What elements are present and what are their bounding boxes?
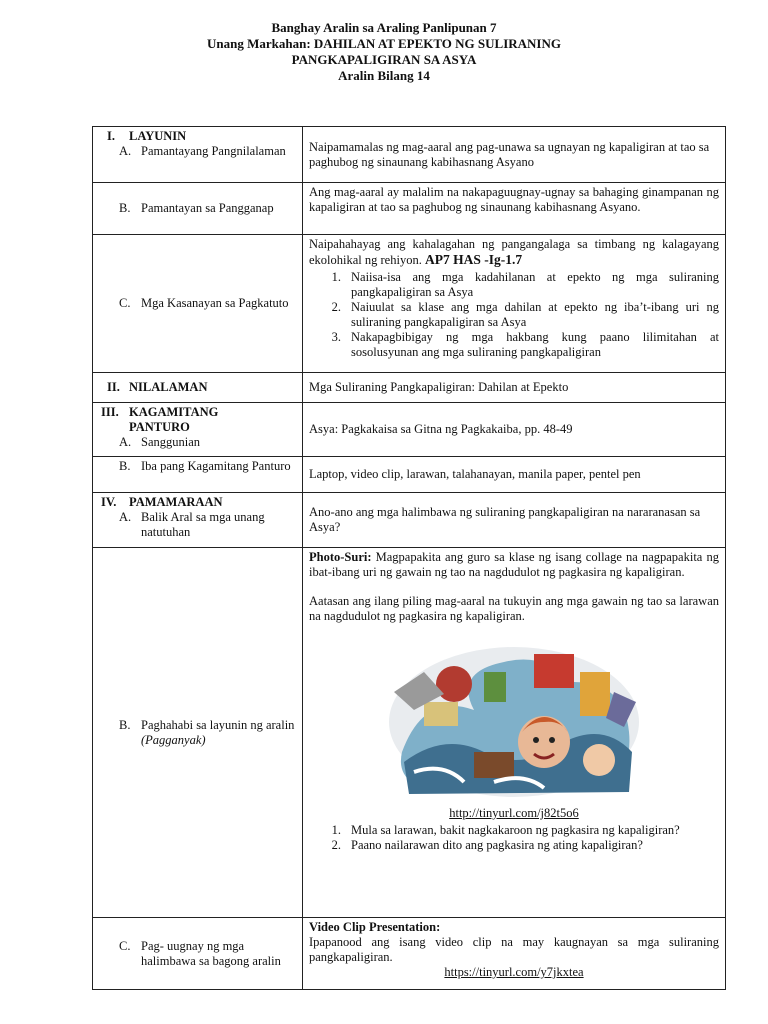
- row-content: Video Clip Presentation: Ipapanood ang isang video clip na may kaugnayan sa mga suliraning pangkapaligiran. https://tinyurl.com/y7jkxtea: [303, 918, 726, 990]
- list-item: 1. Mula sa larawan, bakit nagkakaroon ng pagkasira ng kapaligiran?: [331, 823, 680, 837]
- header-quarter: Unang Markahan: DAHILAN AT EPEKTO NG SULIRANING: [207, 36, 561, 51]
- row-label: B. Pamantayan sa Pangganap: [119, 201, 274, 215]
- section-heading: IV. PAMAMARAAN: [101, 495, 223, 509]
- row-content: Ano-ano ang mga halimbawa ng suliraning pangkapaligiran na nararanasan sa Asya?: [303, 493, 726, 548]
- row-content: Laptop, video clip, larawan, talahanayan, manila paper, pentel pen: [303, 457, 726, 493]
- lesson-plan-table: [92, 126, 726, 990]
- list-item: 3. Nakapagbibigay ng mga hakbang kung paano lilimitahan at sosolusyunan ang mga suliraning pangkapaligiran: [331, 330, 719, 359]
- header-lesson-number: Aralin Bilang 14: [338, 68, 430, 83]
- row-content: Mga Suliraning Pangkapaligiran: Dahilan at Epekto: [303, 373, 726, 403]
- row-label: C. Pag- uugnay ng mga halimbawa sa bagong aralin: [119, 938, 281, 968]
- activity-title: Photo-Suri:: [309, 550, 372, 564]
- competency-code: AP7 HAS -Ig-1.7: [424, 252, 523, 267]
- table-row: [93, 548, 726, 918]
- header-topic: PANGKAPALIGIRAN SA ASYA: [291, 52, 477, 67]
- row-content: Ang mag-aaral ay malalim na nakapaguugnay-ugnay sa bahaging ginampanan ng kapaligiran at tao sa paghubog ng sinaunang kabihasnang Asyano.: [303, 183, 726, 235]
- table-row: [93, 457, 726, 493]
- activity-instruction: Aatasan ang ilang piling mag-aaral na tukuyin ang mga gawain ng tao sa larawan na nagdudulot ng pagkasira ng kapaligiran.: [309, 594, 719, 623]
- table-row: [93, 403, 726, 457]
- objectives-list: [309, 270, 719, 360]
- section-heading: II. NILALAMAN: [107, 380, 208, 394]
- list-item: 2. Paano nailarawan dito ang pagkasira ng ating kapaligiran?: [331, 838, 643, 852]
- video-link[interactable]: https://tinyurl.com/y7jkxtea: [444, 965, 584, 979]
- list-item: 1. Naiisa-isa ang mga kadahilanan at epekto ng mga suliraning pangkapaligiran sa Asya: [331, 270, 719, 299]
- row-label: C. Mga Kasanayan sa Pagkatuto: [119, 296, 289, 310]
- row-content: Photo-Suri: Magpapakita ang guro sa klase ng isang collage na nagpapakita ng ibat-ibang uri ng gawain ng tao na nagdudulot ng pagkasira ng kapaligiran. Aatasan ang ilang piling mag-aaral na tukuyin ang mga gawain ng tao sa larawan na nagdudulot ng pagkasira ng kapaligiran. http://tinyurl.com/j82t5o6 1. Mula sa larawan, bakit nagkakaroon ng pagkasira ng kapaligiran? 2. Paano nailarawan dito ang pagkasira ng ating kapaligiran?: [303, 548, 726, 918]
- table-row: [93, 373, 726, 403]
- header-title: Banghay Aralin sa Araling Panlipunan 7: [271, 20, 497, 35]
- row-label: A. Sanggunian: [119, 435, 201, 449]
- row-content: Naipahahayag ang kahalagahan ng pangangalaga sa timbang ng kalagayang ekolohikal ng rehiyon. AP7 HAS -Ig-1.7 1. Naiisa-isa ang mga kadahilanan at epekto ng mga suliraning pangkapaligiran sa Asya 2. Naiuulat sa klase ang mga dahilan at epekto ng iba’t-ibang uri ng suliraning pangkapaligiran sa Asya 3. Nakapagbibigay ng mga hakbang kung paano lilimitahan at sosolusyunan ang mga suliraning pangkapaligiran: [303, 235, 726, 373]
- list-item: 2. Naiuulat sa klase ang mga dahilan at epekto ng iba’t-ibang uri ng suliraning pangkapaligiran sa Asya: [331, 300, 719, 329]
- environment-collage-image: [384, 632, 644, 800]
- section-heading: I. LAYUNIN: [107, 129, 187, 143]
- row-label: A. Pamantayang Pangnilalaman: [119, 144, 286, 158]
- table-row: [93, 918, 726, 990]
- table-row: [93, 493, 726, 548]
- question-list: [309, 823, 719, 853]
- image-source-link[interactable]: http://tinyurl.com/j82t5o6: [449, 806, 579, 820]
- document-header: [0, 20, 768, 84]
- row-label: B. Iba pang Kagamitang Panturo: [119, 459, 291, 473]
- row-label: B. Paghahabi sa layunin ng aralin (Pagganyak): [119, 717, 295, 747]
- table-row: [93, 235, 726, 373]
- section-heading: III. KAGAMITANG PANTURO: [101, 405, 219, 434]
- table-row: [93, 183, 726, 235]
- activity-title: Video Clip Presentation:: [309, 920, 441, 934]
- table-row: [93, 127, 726, 183]
- row-content: Naipamamalas ng mag-aaral ang pag-unawa sa ugnayan ng kapaligiran at tao sa paghubog ng sinaunang kabihasnang Asyano: [303, 127, 726, 183]
- row-content: Asya: Pagkakaisa sa Gitna ng Pagkakaiba, pp. 48-49: [303, 403, 726, 457]
- row-label: A. Balik Aral sa mga unang natutuhan: [119, 510, 265, 539]
